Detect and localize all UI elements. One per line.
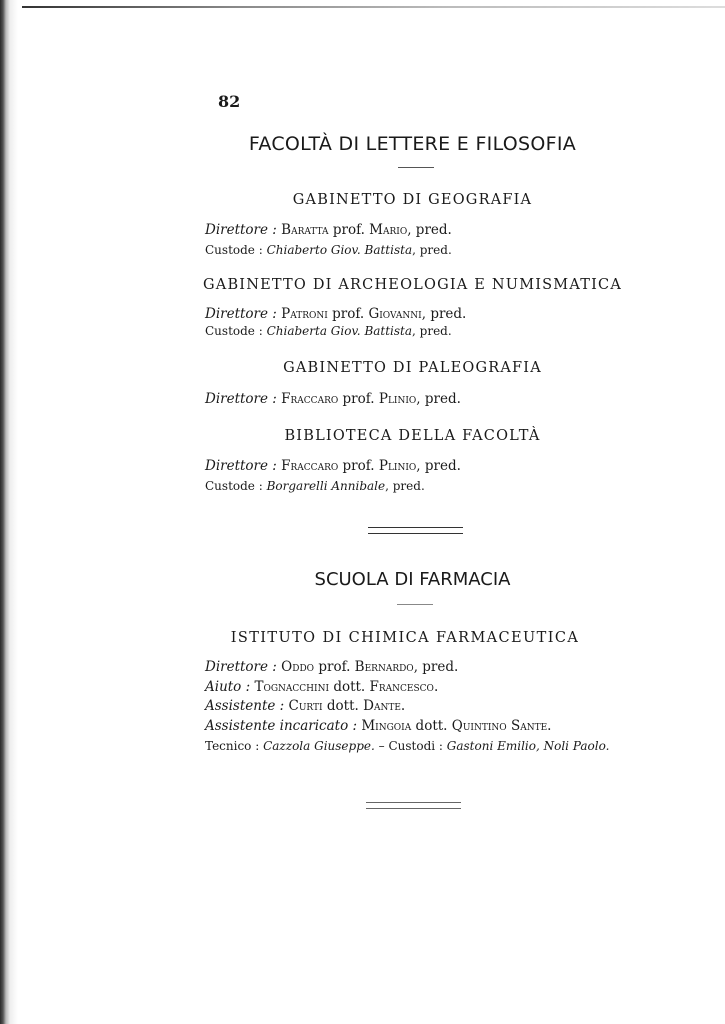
suffix: , pred. xyxy=(412,243,452,257)
tecnico-label: Tecnico : xyxy=(205,739,260,753)
given-name: Plinio xyxy=(378,391,417,407)
academic-title: dott. xyxy=(333,679,366,695)
given-name: Bernardo xyxy=(354,659,414,675)
surname: Fraccaro xyxy=(281,458,339,474)
staff-line xyxy=(205,458,461,474)
surname: Baratta xyxy=(281,222,329,238)
role-label: Direttore : xyxy=(205,458,277,474)
staff-line xyxy=(205,306,466,322)
page-edge-top xyxy=(22,6,725,8)
role-label: Direttore : xyxy=(205,391,277,407)
role-label: Direttore : xyxy=(205,306,277,322)
custodi-persons: Gastoni Emilio, Noli Paolo. xyxy=(446,739,610,753)
person-name: Borgarelli Annibale xyxy=(266,479,386,493)
role-label: Custode : xyxy=(205,324,263,338)
surname: Oddo xyxy=(281,659,315,675)
academic-title: prof. xyxy=(318,659,351,675)
academic-title: dott. xyxy=(415,718,448,734)
surname: Mingoia xyxy=(361,718,412,734)
staff-line-tecnico-custodi xyxy=(205,739,609,753)
staff-line xyxy=(205,324,452,338)
academic-title: dott. xyxy=(326,698,359,714)
suffix: , pred. xyxy=(421,306,467,322)
suffix: . xyxy=(547,718,552,734)
section-divider xyxy=(368,527,463,534)
surname: Patroni xyxy=(281,306,328,322)
page-number: 82 xyxy=(218,92,241,111)
suffix: . xyxy=(433,679,439,695)
title-rule xyxy=(397,604,433,605)
faculty-title: FACOLTÀ DI LETTERE E FILOSOFIA xyxy=(248,133,577,155)
academic-title: prof. xyxy=(342,458,375,474)
suffix: , pred. xyxy=(385,479,425,493)
custodi-label: Custodi : xyxy=(388,739,443,753)
surname: Tognacchini xyxy=(254,679,330,695)
section-heading-paleografia: GABINETTO DI PALEOGRAFIA xyxy=(283,360,542,376)
staff-line xyxy=(205,243,452,257)
suffix: , pred. xyxy=(413,659,459,675)
suffix: . xyxy=(400,698,406,714)
given-name: Giovanni xyxy=(368,306,422,322)
surname: Fraccaro xyxy=(281,391,339,407)
section-divider xyxy=(366,802,461,809)
suffix: , pred. xyxy=(412,324,452,338)
role-label: Custode : xyxy=(205,243,263,257)
staff-line xyxy=(205,718,551,734)
person-name: Chiaberta Giov. Battista xyxy=(266,324,413,338)
person-name: Chiaberto Giov. Battista xyxy=(266,243,413,257)
institute-heading: ISTITUTO DI CHIMICA FARMACEUTICA xyxy=(230,630,580,646)
section-heading-biblioteca: BIBLIOTECA DELLA FACOLTÀ xyxy=(284,428,541,444)
given-name: Mario xyxy=(369,222,408,238)
separator: – xyxy=(378,739,385,753)
title-rule xyxy=(398,167,434,168)
section-heading-geografia: GABINETTO DI GEOGRAFIA xyxy=(292,192,533,208)
role-label: Custode : xyxy=(205,479,263,493)
staff-line xyxy=(205,698,405,714)
given-name: Quintino Sante xyxy=(451,718,548,734)
role-label: Aiuto : xyxy=(205,679,251,695)
staff-line xyxy=(205,679,438,695)
role-label: Direttore : xyxy=(205,222,277,238)
school-title: SCUOLA DI FARMACIA xyxy=(314,569,511,590)
tecnico-person: Cazzola Giuseppe. xyxy=(263,739,375,753)
given-name: Francesco xyxy=(369,679,434,695)
given-name: Plinio xyxy=(378,458,417,474)
academic-title: prof. xyxy=(342,391,375,407)
academic-title: prof. xyxy=(332,222,365,238)
role-label: Assistente incaricato : xyxy=(205,718,358,734)
academic-title: prof. xyxy=(332,306,365,322)
staff-line xyxy=(205,479,425,493)
suffix: , pred. xyxy=(407,222,452,238)
suffix: , pred. xyxy=(416,458,461,474)
surname: Curti xyxy=(288,698,323,714)
role-label: Assistente : xyxy=(205,698,285,714)
staff-line xyxy=(205,391,461,407)
given-name: Dante xyxy=(363,698,401,714)
staff-line xyxy=(205,222,452,238)
section-heading-archeologia: GABINETTO DI ARCHEOLOGIA E NUMISMATICA xyxy=(203,277,622,293)
role-label: Direttore : xyxy=(205,659,277,675)
staff-line xyxy=(205,659,458,675)
suffix: , pred. xyxy=(416,391,461,407)
